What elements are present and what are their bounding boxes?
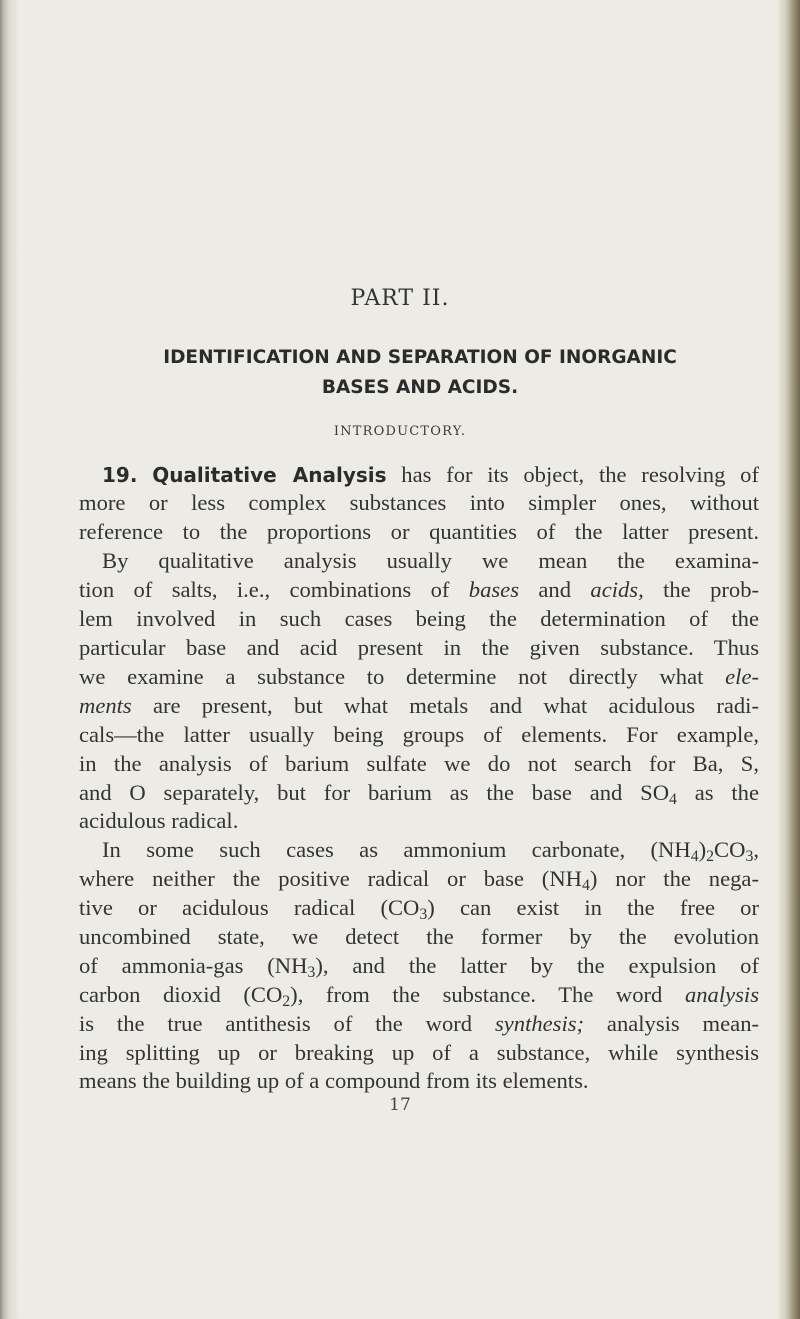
paragraph-line: lem involved in such cases being the determination of the bbox=[79, 606, 759, 631]
paragraph-line: in the analysis of barium sulfate we do not search for Ba, S, bbox=[79, 751, 759, 776]
paragraph-line: In some such cases as ammonium carbonate, $(NH_4)_2CO_3$, bbox=[102, 837, 759, 865]
chapter-heading-line-2: BASES AND ACIDS. bbox=[321, 377, 519, 398]
paragraph-line: carbon dioxid $(CO_2)$, from the substance. The word analysis bbox=[79, 982, 759, 1010]
page-number: 17 bbox=[389, 1095, 411, 1115]
italic-term: acids, bbox=[590, 577, 644, 602]
italic-term: ments bbox=[79, 693, 132, 718]
italic-term: bases bbox=[468, 577, 520, 602]
paragraph-line: By qualitative analysis usually we mean the examina- bbox=[102, 548, 759, 573]
paragraph-line: where neither the positive radical or base $(NH_4)$ nor the nega- bbox=[79, 866, 759, 894]
paragraph-line: we examine a substance to determine not directly what ele- bbox=[79, 664, 759, 689]
chapter-heading-line-1: IDENTIFICATION AND SEPARATION OF INORGANIC bbox=[163, 347, 677, 368]
paragraph-line: acidulous radical. bbox=[79, 808, 239, 833]
paragraph-line: reference to the proportions or quantities of the latter present. bbox=[79, 519, 759, 544]
chapter-heading bbox=[80, 343, 760, 403]
page-left-shadow bbox=[0, 0, 18, 1319]
paragraph-line: 19. Qualitative Analysis has for its object, the resolving of bbox=[102, 462, 759, 487]
section-subheading: INTRODUCTORY. bbox=[333, 424, 467, 439]
part-title: PART II. bbox=[350, 286, 450, 311]
paragraph-line: tive or acidulous radical $(CO_3)$ can exist in the free or bbox=[79, 895, 759, 923]
paragraph-line: ing splitting up or breaking up of a substance, while synthesis bbox=[79, 1040, 759, 1065]
section-lead-term: Qualitative Analysis bbox=[152, 463, 387, 487]
italic-term: synthesis; bbox=[494, 1011, 585, 1036]
paragraph-line: ments are present, but what metals and what acidulous radi- bbox=[79, 693, 759, 718]
paragraph-line: more or less complex substances into simpler ones, without bbox=[79, 490, 759, 515]
section-number: 19. bbox=[102, 463, 138, 487]
paragraph-line: means the building up of a compound from its elements. bbox=[79, 1068, 589, 1093]
paragraph-line: and O separately, but for barium as the base and $SO_4$ as the bbox=[79, 780, 759, 808]
paragraph-line: particular base and acid present in the given substance. Thus bbox=[79, 635, 759, 660]
italic-term: ele- bbox=[725, 664, 759, 689]
italic-term: analysis bbox=[684, 982, 759, 1007]
paragraph-line: of ammonia-gas $(NH_3)$, and the latter by the expulsion of bbox=[79, 953, 759, 981]
page-right-edge bbox=[778, 0, 800, 1319]
paragraph-line: cals—the latter usually being groups of elements. For example, bbox=[79, 722, 759, 747]
paragraph-line: tion of salts, i.e., combinations of bases and acids, the prob- bbox=[79, 577, 760, 602]
paragraph-line: is the true antithesis of the word synthesis; analysis mean- bbox=[79, 1011, 760, 1036]
paragraph-line: uncombined state, we detect the former by the evolution bbox=[79, 924, 759, 949]
